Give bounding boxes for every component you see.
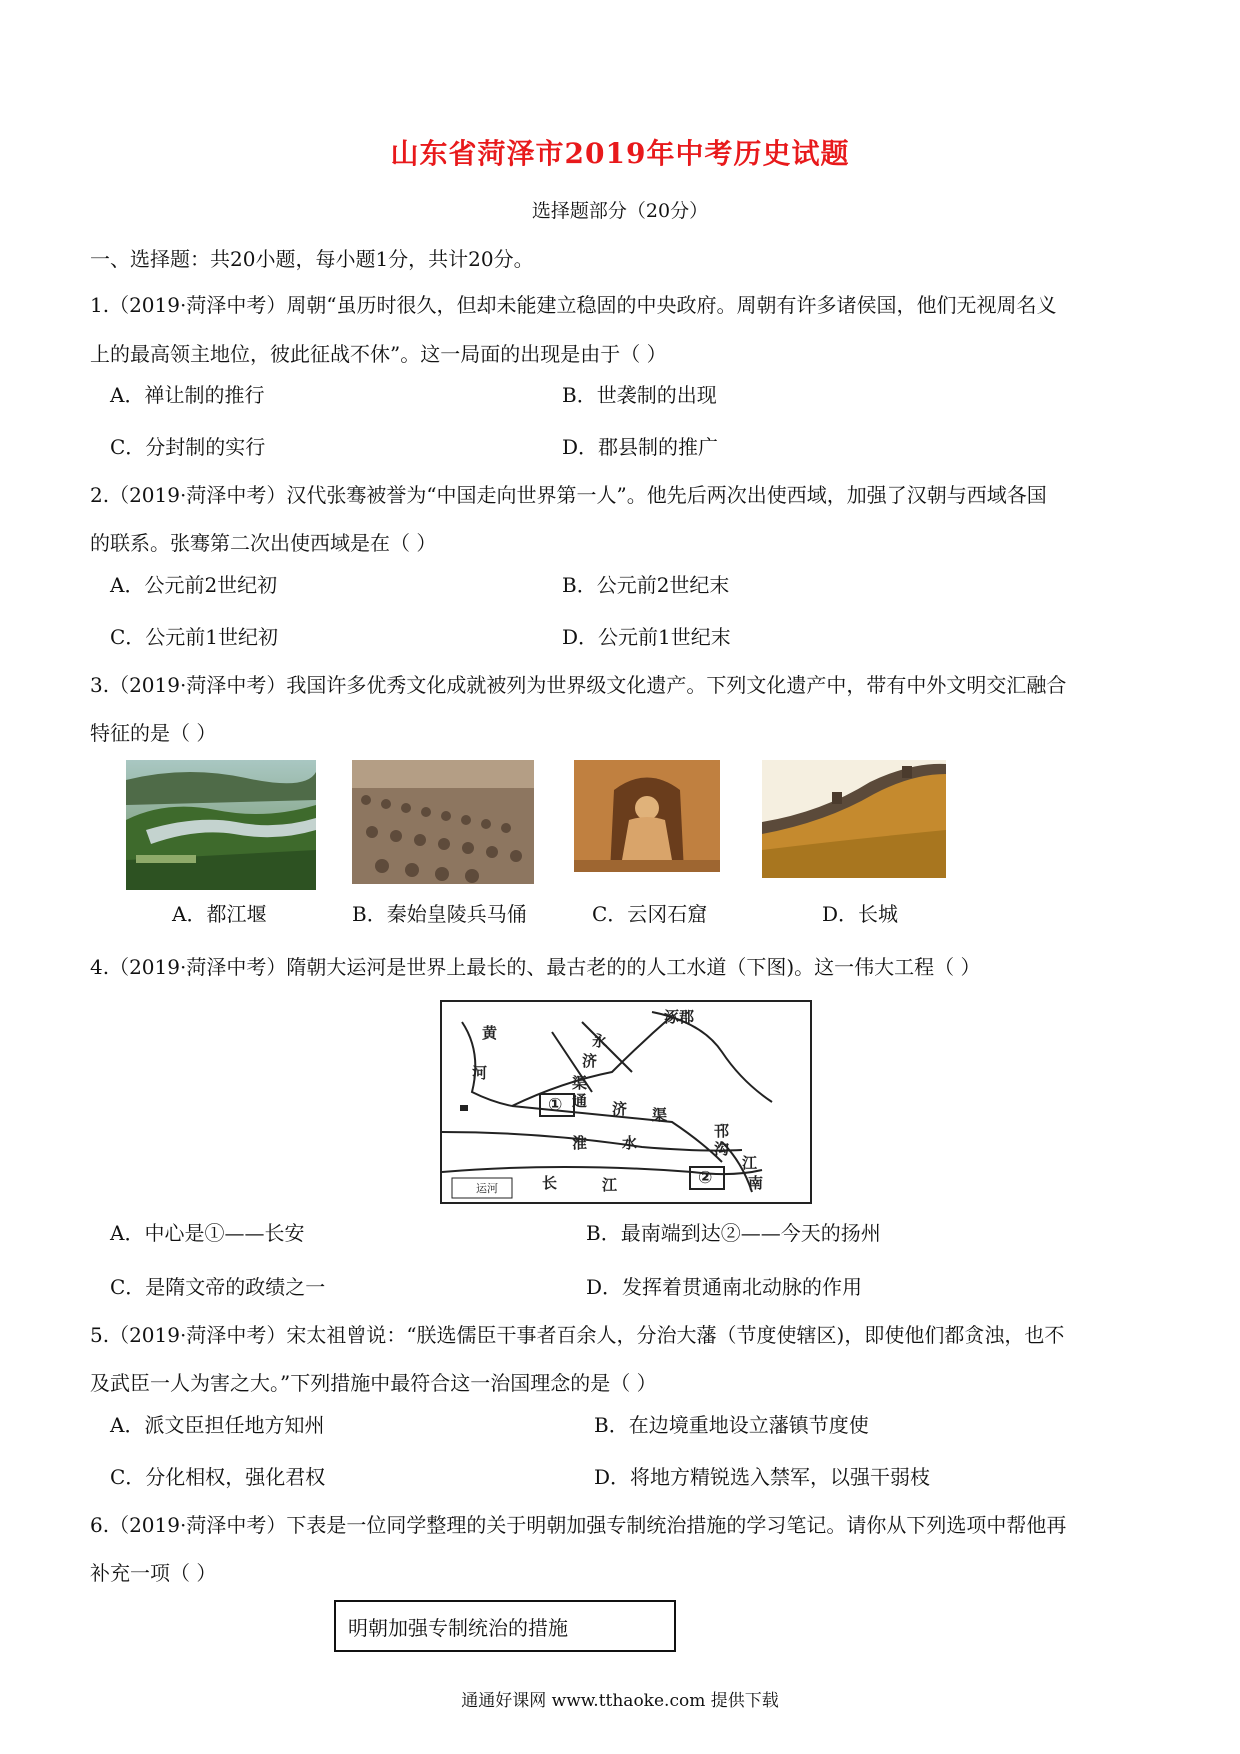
map-label-ji-1: 济 (582, 1052, 598, 1070)
map-label-yong: 永 (592, 1032, 608, 1050)
map-marker-1: ① (548, 1095, 563, 1115)
map-label-tong: 通 (572, 1092, 588, 1110)
q5-option-a: A．派文臣担任地方知州 (110, 1413, 325, 1437)
q3-option-d: D．长城 (822, 902, 899, 926)
yungang-grottoes-photo (574, 760, 720, 872)
q2-option-c: C．公元前1世纪初 (110, 625, 279, 649)
q2-line-2: 的联系。张骞第二次出使西域是在（ ） (90, 531, 437, 555)
q2-line-1: 2.（2019·菏泽中考）汉代张骞被誉为“中国走向世界第一人”。他先后两次出使西域，加强了汉朝与西域各国 (90, 483, 1047, 507)
q1-option-c: C．分封制的实行 (110, 435, 266, 459)
study-notes-table (334, 1600, 676, 1652)
map-label-jiang-2: 江 (742, 1154, 758, 1172)
map-label-he: 河 (472, 1064, 488, 1082)
q2-option-d: D．公元前1世纪末 (562, 625, 731, 649)
q4-line-1: 4.（2019·菏泽中考）隋朝大运河是世界上最长的、最古老的的人工水道（下图)。这一伟大工程（ ） (90, 955, 981, 979)
q3-option-a: A．都江堰 (172, 902, 267, 926)
map-label-shui: 水 (622, 1134, 638, 1152)
dujiangyan-photo (126, 760, 316, 890)
q4-option-a: A．中心是①——长安 (110, 1221, 305, 1245)
grand-canal-map (440, 1000, 812, 1204)
study-notes-heading: 明朝加强专制统治的措施 (348, 1616, 568, 1640)
q1-option-d: D．郡县制的推广 (562, 435, 719, 459)
q4-option-d: D．发挥着贯通南北动脉的作用 (586, 1275, 863, 1299)
q4-option-c: C．是隋文帝的政绩之一 (110, 1275, 326, 1299)
section-subtitle: 选择题部分（20分） (531, 200, 709, 222)
map-label-qu-2: 渠 (652, 1106, 668, 1124)
q4-option-b: B．最南端到达②——今天的扬州 (586, 1221, 881, 1245)
map-label-huai: 淮 (572, 1134, 588, 1152)
map-label-chang: 长 (542, 1174, 558, 1192)
q5-line-1: 5.（2019·菏泽中考）宋太祖曾说：“朕选儒臣干事者百余人，分治大藩（节度使辖区)，即使他们都贪浊，也不 (90, 1323, 1065, 1347)
q3-line-1: 3.（2019·菏泽中考）我国许多优秀文化成就被列为世界级文化遗产。下列文化遗产中，带有中外文明交汇融合 (90, 673, 1067, 697)
q2-option-b: B．公元前2世纪末 (562, 573, 730, 597)
q6-line-1: 6.（2019·菏泽中考）下表是一位同学整理的关于明朝加强专制统治措施的学习笔记。请你从下列选项中帮他再 (90, 1513, 1067, 1537)
q5-option-c: C．分化相权，强化君权 (110, 1465, 326, 1489)
terracotta-army-photo (352, 760, 534, 884)
q2-option-a: A．公元前2世纪初 (110, 573, 278, 597)
map-label-nan: 南 (748, 1174, 764, 1192)
map-marker-2: ② (698, 1168, 713, 1188)
map-label-ji-2: 济 (612, 1100, 628, 1118)
map-label-qu-1: 渠 (572, 1074, 588, 1092)
section-instructions: 一、选择题：共20小题，每小题1分，共计20分。 (90, 247, 534, 271)
map-label-han: 邗 (714, 1122, 730, 1140)
page-footer: 通通好课网 www.tthaoke.com 提供下载 (461, 1691, 779, 1711)
map-label-gou: 沟 (714, 1140, 730, 1158)
map-label-jiang-1: 江 (602, 1176, 618, 1194)
q1-option-a: A．禅让制的推行 (110, 383, 265, 407)
q3-option-c: C．云冈石窟 (592, 902, 708, 926)
q5-line-2: 及武臣一人为害之大。”下列措施中最符合这一治国理念的是（ ） (90, 1371, 657, 1395)
q3-line-2: 特征的是（ ） (90, 721, 217, 745)
map-label-zhuojun: 涿郡 (664, 1008, 695, 1026)
q1-line-1: 1.（2019·菏泽中考）周朝“虽历时很久，但却未能建立稳固的中央政府。周朝有许多诸侯国，他们无视周名义 (90, 293, 1057, 317)
q5-option-d: D．将地方精锐选入禁军，以强干弱枝 (594, 1465, 931, 1489)
q3-option-b: B．秦始皇陵兵马俑 (352, 902, 527, 926)
q1-option-b: B．世袭制的出现 (562, 383, 717, 407)
q5-option-b: B．在边境重地设立藩镇节度使 (594, 1413, 869, 1437)
map-label-huang: 黄 (482, 1024, 498, 1042)
great-wall-photo (762, 760, 946, 878)
q6-line-2: 补充一项（ ） (90, 1561, 217, 1585)
map-legend-canal: 运河 (476, 1182, 498, 1195)
page-title: 山东省菏泽市2019年中考历史试题 (390, 137, 850, 170)
q1-line-2: 上的最高领主地位，彼此征战不休”。这一局面的出现是由于（ ） (90, 342, 667, 366)
